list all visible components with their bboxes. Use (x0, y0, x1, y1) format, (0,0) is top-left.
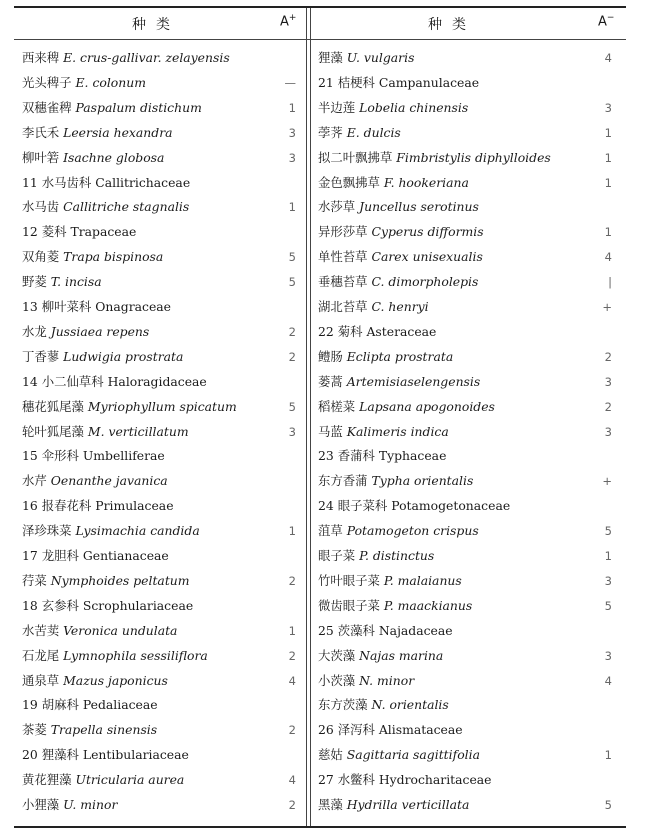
species-name-latin: Veronica undulata (63, 622, 178, 638)
species-name-latin: Sagittaria sagittifolia (346, 747, 480, 763)
table-row (22, 793, 296, 818)
family-name-cn: 16 报春花科 (22, 498, 92, 514)
table-row (318, 469, 612, 494)
abundance-value: 2 (288, 798, 296, 812)
right-abundance-heading: A− (598, 13, 615, 30)
species-name-latin: Carex unisexualis (371, 249, 483, 265)
table-row (318, 544, 612, 569)
species-name-latin: N. orientalis (371, 697, 449, 713)
species-name-latin: Trapella sinensis (50, 722, 158, 738)
table-row (318, 121, 612, 146)
table-row (22, 693, 296, 718)
table-row (22, 370, 296, 395)
table-row (22, 544, 296, 569)
species-name-cn: 李氏禾 (22, 124, 60, 140)
table-row (318, 320, 612, 345)
table-row (22, 519, 296, 544)
species-name-latin: Juncellus serotinus (359, 199, 479, 215)
species-name-cn: 泽珍珠菜 (22, 523, 72, 539)
column-divider (306, 8, 307, 826)
abundance-value: 3 (604, 424, 612, 439)
table-row (22, 121, 296, 146)
family-name-cn: 20 狸藻科 (22, 747, 79, 763)
species-name-cn: 水苦荬 (22, 622, 60, 638)
species-name-cn: 双角菱 (22, 249, 60, 265)
family-name-cn: 19 胡麻科 (22, 697, 79, 713)
table-row (318, 71, 612, 96)
species-name-latin: C. henryi (371, 299, 429, 314)
species-name-latin: P. distinctus (359, 548, 435, 563)
species-name-cn: 荸荠 (318, 124, 343, 140)
species-name-latin: Mazus japonicus (63, 672, 168, 688)
species-name-cn: 通泉草 (22, 672, 60, 688)
species-name-cn: 小茨藻 (318, 672, 356, 688)
family-name-latin: Hydrocharitaceae (378, 772, 492, 788)
family-name-latin: Najadaceae (378, 622, 453, 638)
abundance-value: 4 (288, 773, 296, 788)
table-row (22, 96, 296, 121)
abundance-value: 4 (604, 51, 612, 65)
abundance-value: 3 (288, 424, 296, 439)
table-row (318, 420, 612, 445)
species-name-cn: 眼子菜 (318, 548, 356, 563)
abundance-value: 1 (604, 150, 612, 165)
species-name-latin: Leersia hexandra (63, 124, 173, 140)
species-name-cn: 微齿眼子菜 (318, 597, 380, 613)
species-name-latin: Lobelia chinensis (359, 99, 469, 115)
species-name-latin: T. incisa (50, 274, 102, 290)
family-name-cn: 14 小二仙草科 (22, 373, 104, 389)
table-row (22, 594, 296, 619)
table-row (22, 444, 296, 469)
family-name-cn: 18 玄参科 (22, 597, 79, 613)
family-name-latin: Gentianaceae (82, 548, 169, 563)
table-row (22, 171, 296, 196)
species-name-cn: 鳢肠 (318, 348, 343, 364)
table-row (318, 693, 612, 718)
species-name-cn: 狸藻 (318, 50, 343, 65)
abundance-value: 2 (604, 399, 612, 414)
species-name-cn: 黄花狸藻 (22, 772, 72, 788)
abundance-value: 4 (604, 673, 612, 688)
abundance-value: + (602, 474, 612, 489)
species-name-latin: M. verticillatum (87, 423, 189, 439)
species-name-cn: 黑藻 (318, 797, 343, 812)
abundance-value: 4 (288, 673, 296, 688)
species-name-cn: 垂穗苔草 (318, 274, 368, 290)
family-name-latin: Lentibulariaceae (82, 747, 189, 763)
species-name-cn: 水龙 (22, 323, 47, 339)
abundance-value: 3 (288, 125, 296, 140)
species-name-latin: Najas marina (359, 647, 444, 663)
family-name-cn: 22 菊科 (318, 323, 363, 339)
abundance-value: 3 (604, 100, 612, 115)
species-name-latin: Eclipta prostrata (346, 348, 454, 364)
table-row (318, 619, 612, 644)
abundance-value: + (602, 300, 612, 314)
species-name-cn: 穗花狐尾藻 (22, 398, 84, 414)
table-row (318, 644, 612, 669)
left-species-heading: 种类 (132, 17, 180, 33)
table-row (22, 743, 296, 768)
table-row (22, 469, 296, 494)
table-row (22, 345, 296, 370)
species-name-cn: 单性苔草 (318, 249, 368, 265)
table-row (318, 195, 612, 220)
table-row (318, 444, 612, 469)
species-name-cn: 蒌蒿 (318, 373, 343, 389)
abundance-value: 3 (288, 150, 296, 165)
column-divider (310, 8, 311, 826)
left-abundance-heading: A+ (280, 13, 297, 30)
species-name-cn: 石龙尾 (22, 647, 60, 663)
abundance-value: 1 (604, 175, 612, 190)
abundance-value: 5 (604, 524, 612, 539)
species-name-cn: 东方香蒲 (318, 473, 368, 489)
abundance-value: 2 (604, 349, 612, 364)
table-row (318, 494, 612, 519)
species-name-latin: Isachne globosa (63, 149, 165, 165)
family-name-latin: Scrophulariaceae (82, 597, 194, 613)
family-name-cn: 17 龙胆科 (22, 548, 79, 563)
species-name-cn: 茶菱 (22, 722, 47, 738)
table-row (318, 395, 612, 420)
family-name-cn: 21 桔梗科 (318, 74, 375, 90)
species-name-latin: E. dulcis (346, 124, 401, 140)
table-row (318, 793, 612, 818)
family-name-latin: Pedaliaceae (82, 697, 158, 713)
species-name-latin: Artemisiaselengensis (346, 373, 481, 389)
table-row (318, 345, 612, 370)
table-row (318, 220, 612, 245)
table-row (318, 370, 612, 395)
species-name-latin: Typha orientalis (371, 473, 474, 489)
table-row (22, 71, 296, 96)
family-name-latin: Callitrichaceae (95, 174, 191, 190)
species-name-cn: 西来稗 (22, 50, 60, 65)
family-name-cn: 11 水马齿科 (22, 174, 92, 190)
family-name-latin: Typhaceae (378, 448, 447, 464)
table-row (318, 295, 612, 320)
abundance-value: — (284, 75, 296, 90)
species-name-latin: Lymnophila sessiliflora (63, 647, 208, 663)
species-name-latin: U. minor (63, 797, 118, 812)
species-name-latin: Kalimeris indica (346, 423, 449, 439)
right-species-heading: 种类 (428, 17, 476, 33)
species-name-cn: 半边莲 (318, 99, 356, 115)
species-name-latin: Oenanthe javanica (50, 473, 168, 489)
species-name-cn: 竹叶眼子菜 (318, 572, 380, 588)
family-name-cn: 13 柳叶菜科 (22, 299, 92, 314)
species-name-cn: 轮叶狐尾藻 (22, 423, 84, 439)
species-name-cn: 东方茨藻 (318, 697, 368, 713)
species-name-cn: 大茨藻 (318, 647, 356, 663)
table-row (318, 519, 612, 544)
table-row (22, 295, 296, 320)
species-name-cn: 慈姑 (318, 747, 343, 763)
species-name-latin: U. vulgaris (346, 50, 415, 65)
table-row (22, 245, 296, 270)
species-table (14, 6, 626, 828)
table-row (22, 669, 296, 694)
species-name-latin: Ludwigia prostrata (63, 348, 184, 364)
species-name-latin: Utricularia aurea (75, 772, 185, 788)
family-name-cn: 27 水鳖科 (318, 772, 375, 788)
species-name-cn: 菹草 (318, 523, 343, 539)
table-row (22, 46, 296, 71)
table-row (318, 743, 612, 768)
species-name-latin: N. minor (359, 672, 415, 688)
species-name-cn: 丁香蓼 (22, 348, 60, 364)
family-name-cn: 15 伞形科 (22, 448, 79, 464)
species-name-cn: 野菱 (22, 274, 47, 290)
abundance-value: 2 (288, 723, 296, 738)
abundance-value: 5 (604, 598, 612, 613)
species-name-latin: Potamogeton crispus (346, 523, 479, 539)
table-row (22, 494, 296, 519)
table-row (318, 594, 612, 619)
species-name-cn: 稻槎菜 (318, 398, 356, 414)
table-row (22, 395, 296, 420)
species-name-latin: P. maackianus (383, 597, 473, 613)
species-name-latin: Hydrilla verticillata (346, 797, 470, 812)
abundance-value: 3 (604, 573, 612, 588)
abundance-value: 2 (288, 324, 296, 339)
species-name-latin: Fimbristylis diphylloides (396, 149, 551, 165)
abundance-value: 5 (604, 798, 612, 812)
species-name-latin: Lapsana apogonoides (359, 398, 495, 414)
table-row (22, 718, 296, 743)
species-name-cn: 荇菜 (22, 572, 47, 588)
table-row (22, 768, 296, 793)
abundance-value: 1 (604, 225, 612, 240)
family-name-latin: Umbelliferae (82, 448, 165, 464)
abundance-value: 3 (604, 374, 612, 389)
table-row (318, 718, 612, 743)
table-row (22, 146, 296, 171)
table-row (318, 96, 612, 121)
table-row (22, 569, 296, 594)
species-name-latin: Nymphoides peltatum (50, 572, 190, 588)
species-name-latin: E. crus-gallivar. zelayensis (63, 50, 230, 65)
abundance-value: 1 (288, 100, 296, 115)
family-name-latin: Asteraceae (366, 323, 437, 339)
species-name-cn: 小狸藻 (22, 797, 60, 812)
species-name-latin: Jussiaea repens (50, 323, 150, 339)
abundance-value: 2 (288, 573, 296, 588)
species-name-latin: Cyperus difformis (371, 224, 484, 240)
table-row (318, 171, 612, 196)
species-name-cn: 水莎草 (318, 199, 356, 215)
species-name-cn: 柳叶箬 (22, 149, 60, 165)
species-name-latin: E. colonum (75, 74, 146, 90)
family-name-latin: Alismataceae (378, 722, 463, 738)
family-name-cn: 23 香蒲科 (318, 448, 375, 464)
abundance-value: 1 (288, 623, 296, 638)
family-name-cn: 12 菱科 (22, 224, 67, 240)
table-row (318, 245, 612, 270)
family-name-latin: Primulaceae (95, 498, 174, 514)
abundance-value: 1 (604, 549, 612, 563)
table-row (318, 270, 612, 295)
table-row (22, 619, 296, 644)
table-row (22, 320, 296, 345)
species-name-cn: 湖北苔草 (318, 299, 368, 314)
table-row (22, 195, 296, 220)
abundance-value: 3 (604, 648, 612, 663)
table-header (14, 8, 626, 40)
species-name-cn: 金色飘拂草 (318, 174, 380, 190)
family-name-cn: 24 眼子菜科 (318, 498, 388, 514)
species-name-latin: P. malaianus (383, 572, 462, 588)
species-name-cn: 水马齿 (22, 199, 60, 215)
table-row (318, 146, 612, 171)
species-name-cn: 拟二叶飘拂草 (318, 149, 393, 165)
abundance-value: 5 (288, 250, 296, 265)
table-row (22, 220, 296, 245)
species-name-latin: Callitriche stagnalis (63, 199, 190, 215)
species-name-cn: 马蓝 (318, 423, 343, 439)
abundance-value: 1 (288, 524, 296, 539)
family-name-latin: Trapaceae (70, 224, 137, 240)
species-name-latin: Lysimachia candida (75, 523, 200, 539)
abundance-value: 2 (288, 349, 296, 364)
abundance-value: 1 (288, 200, 296, 215)
abundance-value: 4 (604, 250, 612, 265)
family-name-latin: Campanulaceae (378, 74, 480, 90)
species-name-latin: Myriophyllum spicatum (87, 398, 237, 414)
abundance-value: 5 (288, 275, 296, 290)
family-name-latin: Potamogetonaceae (391, 498, 511, 514)
species-name-cn: 光头稗子 (22, 74, 72, 90)
abundance-value: | (608, 275, 612, 290)
abundance-value: 1 (604, 125, 612, 140)
species-name-latin: Trapa bispinosa (63, 249, 164, 265)
table-row (22, 420, 296, 445)
table-row (22, 644, 296, 669)
abundance-value: 5 (288, 399, 296, 414)
family-name-latin: Haloragidaceae (107, 373, 207, 389)
species-name-cn: 双穗雀稗 (22, 99, 72, 115)
species-name-cn: 水芹 (22, 473, 47, 489)
table-row (318, 669, 612, 694)
species-name-latin: Paspalum distichum (75, 99, 202, 115)
species-name-latin: F. hookeriana (383, 174, 469, 190)
table-row (22, 270, 296, 295)
family-name-cn: 25 茨藻科 (318, 622, 375, 638)
species-name-latin: C. dimorpholepis (371, 274, 479, 290)
species-name-cn: 异形莎草 (318, 224, 368, 240)
family-name-cn: 26 泽泻科 (318, 722, 375, 738)
table-row (318, 569, 612, 594)
table-row (318, 46, 612, 71)
abundance-value: 1 (604, 748, 612, 763)
abundance-value: 2 (288, 648, 296, 663)
family-name-latin: Onagraceae (95, 299, 171, 314)
table-row (318, 768, 612, 793)
